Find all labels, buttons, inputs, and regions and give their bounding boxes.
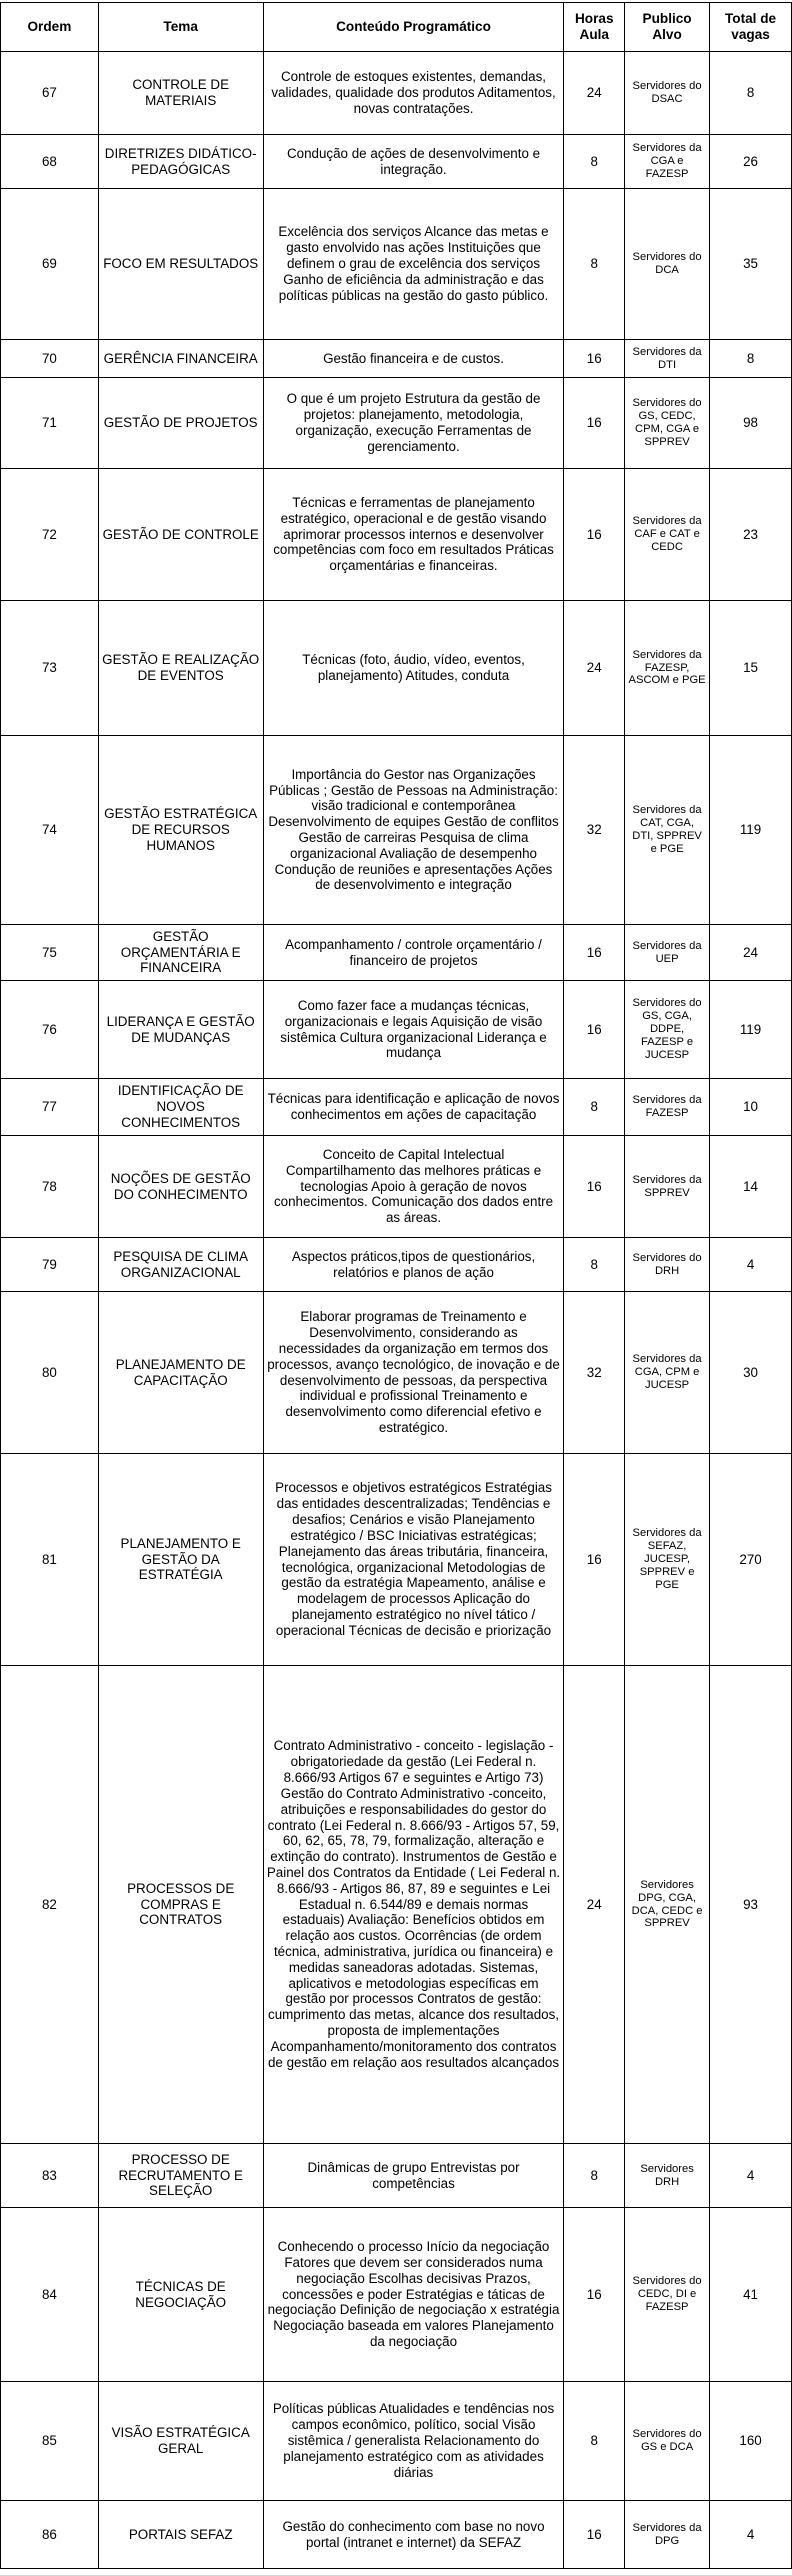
cell-conteudo: Processos e objetivos estratégicos Estratégias das entidades descentralizadas; Tendências e desafios; Cenários e visão Planejamento estratégico / BSC Iniciativas estratégicas; Planejamento das áreas tributária, financeira, tecnológica, organizacional Metodologias de gestão da estratégia Mapeamento, análise e modelagem de processos Aplicação do planejamento estratégico no nível tático / operacional Técnicas de decisão e priorização — [263, 1454, 564, 1666]
cell-horas: 8 — [564, 1238, 625, 1292]
cell-ordem: 74 — [1, 736, 99, 925]
cell-tema: PROCESSOS DE COMPRAS E CONTRATOS — [98, 1666, 263, 2144]
cell-tema: GESTÃO DE CONTROLE — [98, 469, 263, 601]
cell-ordem: 84 — [1, 2208, 99, 2382]
cell-horas: 8 — [564, 2382, 625, 2501]
table-row — [1, 135, 792, 189]
cell-vagas: 8 — [710, 52, 792, 135]
cell-publico: Servidores da DTI — [625, 340, 710, 378]
cell-conteudo: Aspectos práticos,tipos de questionários, relatórios e planos de ação — [263, 1238, 564, 1292]
cell-tema: PLANEJAMENTO E GESTÃO DA ESTRATÉGIA — [98, 1454, 263, 1666]
cell-ordem: 78 — [1, 1136, 99, 1238]
cell-horas: 24 — [564, 601, 625, 736]
cell-ordem: 71 — [1, 378, 99, 469]
cell-ordem: 76 — [1, 981, 99, 1079]
cell-publico: Servidores do DRH — [625, 1238, 710, 1292]
cell-vagas: 10 — [710, 1079, 792, 1136]
cell-publico: Servidores da FAZESP, ASCOM e PGE — [625, 601, 710, 736]
cell-tema: FOCO EM RESULTADOS — [98, 189, 263, 340]
header-ordem: Ordem — [1, 3, 99, 52]
cell-vagas: 24 — [710, 925, 792, 981]
cell-ordem: 85 — [1, 2382, 99, 2501]
cell-conteudo: Contrato Administrativo - conceito - legislação - obrigatoriedade da gestão (Lei Federal n. 8.666/93 Artigos 67 e seguintes e Artigo 73) Gestão do Contrato Administrativo -conceito, atribuições e responsabilidades do gestor do contrato (Lei Federal n. 8.666/93 - Artigos 57, 59, 60, 62, 65, 78, 79, formalização, alteração e extinção do contrato). Instrumentos de Gestão e Painel dos Contratos da Entidade ( Lei Federal n. 8.666/93 - Artigos 86, 87, 89 e seguintes e Lei Estadual n. 6.544/89 e demais normas estaduais) Avaliação: Benefícios obtidos em relação aos custos. Ocorrências (de ordem técnica, administrativa, jurídica ou financeira) e medidas saneadoras adotadas. Sistemas, aplicativos e metodologias específicas em gestão por processos Contratos de gestão: cumprimento das metas, alcance dos resultados, proposta de implementações Acompanhamento/monitoramento dos contratos de gestão em relação aos resultados alcançados — [263, 1666, 564, 2144]
cell-tema: TÉCNICAS DE NEGOCIAÇÃO — [98, 2208, 263, 2382]
cell-conteudo: Condução de ações de desenvolvimento e integração. — [263, 135, 564, 189]
cell-publico: Servidores da CGA, CPM e JUCESP — [625, 1292, 710, 1454]
cell-conteudo: Controle de estoques existentes, demandas, validades, qualidade dos produtos Aditamentos, novas contratações. — [263, 52, 564, 135]
cell-tema: GERÊNCIA FINANCEIRA — [98, 340, 263, 378]
cell-ordem: 69 — [1, 189, 99, 340]
cell-vagas: 119 — [710, 736, 792, 925]
cell-horas: 8 — [564, 1079, 625, 1136]
cell-tema: PROCESSO DE RECRUTAMENTO E SELEÇÃO — [98, 2144, 263, 2208]
cell-vagas: 98 — [710, 378, 792, 469]
header-row — [1, 3, 792, 52]
cell-conteudo: Dinâmicas de grupo Entrevistas por competências — [263, 2144, 564, 2208]
table-row — [1, 340, 792, 378]
table-row — [1, 52, 792, 135]
table-row — [1, 2501, 792, 2569]
cell-vagas: 119 — [710, 981, 792, 1079]
cell-vagas: 41 — [710, 2208, 792, 2382]
cell-horas: 16 — [564, 2501, 625, 2569]
cell-horas: 16 — [564, 1454, 625, 1666]
cell-tema: PESQUISA DE CLIMA ORGANIZACIONAL — [98, 1238, 263, 1292]
header-conteudo: Conteúdo Programático — [263, 3, 564, 52]
cell-vagas: 14 — [710, 1136, 792, 1238]
cell-vagas: 160 — [710, 2382, 792, 2501]
cell-ordem: 80 — [1, 1292, 99, 1454]
cell-tema: GESTÃO E REALIZAÇÃO DE EVENTOS — [98, 601, 263, 736]
cell-conteudo: Gestão do conhecimento com base no novo portal (intranet e internet) da SEFAZ — [263, 2501, 564, 2569]
cell-ordem: 73 — [1, 601, 99, 736]
cell-publico: Servidores da SPPREV — [625, 1136, 710, 1238]
cell-tema: GESTÃO ORÇAMENTÁRIA E FINANCEIRA — [98, 925, 263, 981]
table-row — [1, 736, 792, 925]
cell-publico: Servidores da FAZESP — [625, 1079, 710, 1136]
cell-horas: 24 — [564, 52, 625, 135]
course-table — [0, 2, 792, 2569]
cell-conteudo: Técnicas e ferramentas de planejamento estratégico, operacional e de gestão visando aprimorar processos internos e desenvolver competências com foco em resultados Práticas orçamentárias e financeiras. — [263, 469, 564, 601]
cell-vagas: 93 — [710, 1666, 792, 2144]
cell-horas: 16 — [564, 1136, 625, 1238]
cell-horas: 16 — [564, 925, 625, 981]
cell-conteudo: Importância do Gestor nas Organizações Públicas ; Gestão de Pessoas na Administração: visão tradicional e contemporânea Desenvolvimento de equipes Gestão de conflitos Gestão de carreiras Pesquisa de clima organizacional Avaliação de desempenho Condução de reuniões e apresentações Ações de desenvolvimento e integração — [263, 736, 564, 925]
cell-tema: LIDERANÇA E GESTÃO DE MUDANÇAS — [98, 981, 263, 1079]
cell-conteudo: Conceito de Capital Intelectual Compartilhamento das melhores práticas e tecnologias Apoio à geração de novos conhecimentos. Comunicação dos dados entre as áreas. — [263, 1136, 564, 1238]
cell-vagas: 30 — [710, 1292, 792, 1454]
cell-tema: DIRETRIZES DIDÁTICO-PEDAGÓGICAS — [98, 135, 263, 189]
cell-publico: Servidores da CGA e FAZESP — [625, 135, 710, 189]
cell-publico: Servidores do GS e DCA — [625, 2382, 710, 2501]
cell-conteudo: Gestão financeira e de custos. — [263, 340, 564, 378]
cell-conteudo: Acompanhamento / controle orçamentário / financeiro de projetos — [263, 925, 564, 981]
cell-vagas: 26 — [710, 135, 792, 189]
cell-ordem: 75 — [1, 925, 99, 981]
cell-tema: GESTÃO DE PROJETOS — [98, 378, 263, 469]
cell-ordem: 83 — [1, 2144, 99, 2208]
cell-conteudo: Conhecendo o processo Início da negociação Fatores que devem ser considerados numa negociação Escolhas decisivas Prazos, concessões e poder Estratégias e táticas de negociação Definição de negociação x estratégia Negociação baseada em valores Planejamento da negociação — [263, 2208, 564, 2382]
cell-horas: 32 — [564, 736, 625, 925]
cell-vagas: 23 — [710, 469, 792, 601]
cell-publico: Servidores da UEP — [625, 925, 710, 981]
cell-conteudo: Excelência dos serviços Alcance das metas e gasto envolvido nas ações Instituições que definem o grau de excelência dos serviços Ganho de eficiência da administração e das políticas públicas na gestão do gasto público. — [263, 189, 564, 340]
cell-ordem: 77 — [1, 1079, 99, 1136]
cell-vagas: 35 — [710, 189, 792, 340]
cell-horas: 24 — [564, 1666, 625, 2144]
cell-ordem: 81 — [1, 1454, 99, 1666]
cell-horas: 16 — [564, 981, 625, 1079]
cell-ordem: 67 — [1, 52, 99, 135]
header-publico: Publico Alvo — [625, 3, 710, 52]
cell-tema: NOÇÕES DE GESTÃO DO CONHECIMENTO — [98, 1136, 263, 1238]
cell-publico: Servidores da SEFAZ, JUCESP, SPPREV e PGE — [625, 1454, 710, 1666]
cell-publico: Servidores do CEDC, DI e FAZESP — [625, 2208, 710, 2382]
cell-publico: Servidores do DSAC — [625, 52, 710, 135]
cell-horas: 32 — [564, 1292, 625, 1454]
table-row — [1, 601, 792, 736]
cell-horas: 16 — [564, 469, 625, 601]
cell-vagas: 8 — [710, 340, 792, 378]
table-row — [1, 981, 792, 1079]
cell-vagas: 15 — [710, 601, 792, 736]
cell-vagas: 270 — [710, 1454, 792, 1666]
cell-conteudo: Como fazer face a mudanças técnicas, organizacionais e legais Aquisição de visão sistêmica Cultura organizacional Liderança e mudança — [263, 981, 564, 1079]
table-row — [1, 1079, 792, 1136]
cell-tema: IDENTIFICAÇÃO DE NOVOS CONHECIMENTOS — [98, 1079, 263, 1136]
table-row — [1, 925, 792, 981]
header-tema: Tema — [98, 3, 263, 52]
cell-horas: 16 — [564, 340, 625, 378]
table-row — [1, 1238, 792, 1292]
cell-publico: Servidores da CAF e CAT e CEDC — [625, 469, 710, 601]
cell-ordem: 82 — [1, 1666, 99, 2144]
cell-horas: 16 — [564, 378, 625, 469]
cell-publico: Servidores da DPG — [625, 2501, 710, 2569]
cell-tema: GESTÃO ESTRATÉGICA DE RECURSOS HUMANOS — [98, 736, 263, 925]
cell-publico: Servidores DRH — [625, 2144, 710, 2208]
cell-vagas: 4 — [710, 2144, 792, 2208]
cell-tema: CONTROLE DE MATERIAIS — [98, 52, 263, 135]
table-row — [1, 2382, 792, 2501]
cell-horas: 8 — [564, 2144, 625, 2208]
cell-publico: Servidores DPG, CGA, DCA, CEDC e SPPREV — [625, 1666, 710, 2144]
table-row — [1, 378, 792, 469]
header-horas: Horas Aula — [564, 3, 625, 52]
cell-conteudo: Políticas públicas Atualidades e tendências nos campos econômico, político, social Visão sistêmica / generalista Relacionamento do planejamento estratégico com as atividades diárias — [263, 2382, 564, 2501]
cell-horas: 8 — [564, 189, 625, 340]
cell-tema: PLANEJAMENTO DE CAPACITAÇÃO — [98, 1292, 263, 1454]
cell-ordem: 86 — [1, 2501, 99, 2569]
table-row — [1, 469, 792, 601]
cell-conteudo: Elaborar programas de Treinamento e Desenvolvimento, considerando as necessidades da organização em termos dos processos, avanço tecnológico, de inovação e de desenvolvimento de pessoas, da perspectiva individual e profissional Treinamento e desenvolvimento como diferencial efetivo e estratégico. — [263, 1292, 564, 1454]
cell-vagas: 4 — [710, 2501, 792, 2569]
cell-ordem: 72 — [1, 469, 99, 601]
table-row — [1, 1292, 792, 1454]
cell-publico: Servidores do GS, CGA, DDPE, FAZESP e JUCESP — [625, 981, 710, 1079]
cell-horas: 8 — [564, 135, 625, 189]
table-row — [1, 1136, 792, 1238]
cell-publico: Servidores do DCA — [625, 189, 710, 340]
cell-conteudo: O que é um projeto Estrutura da gestão de projetos: planejamento, metodologia, organização, execução Ferramentas de gerenciamento. — [263, 378, 564, 469]
cell-tema: VISÃO ESTRATÉGICA GERAL — [98, 2382, 263, 2501]
table-row — [1, 1454, 792, 1666]
cell-publico: Servidores da CAT, CGA, DTI, SPPREV e PGE — [625, 736, 710, 925]
cell-conteudo: Técnicas (foto, áudio, vídeo, eventos, planejamento) Atitudes, conduta — [263, 601, 564, 736]
cell-tema: PORTAIS SEFAZ — [98, 2501, 263, 2569]
table-row — [1, 189, 792, 340]
cell-publico: Servidores do GS, CEDC, CPM, CGA e SPPREV — [625, 378, 710, 469]
cell-ordem: 68 — [1, 135, 99, 189]
table-row — [1, 2208, 792, 2382]
cell-horas: 16 — [564, 2208, 625, 2382]
table-row — [1, 1666, 792, 2144]
cell-conteudo: Técnicas para identificação e aplicação de novos conhecimentos em ações de capacitação — [263, 1079, 564, 1136]
cell-ordem: 70 — [1, 340, 99, 378]
table-row — [1, 2144, 792, 2208]
cell-ordem: 79 — [1, 1238, 99, 1292]
cell-vagas: 4 — [710, 1238, 792, 1292]
header-vagas: Total de vagas — [710, 3, 792, 52]
